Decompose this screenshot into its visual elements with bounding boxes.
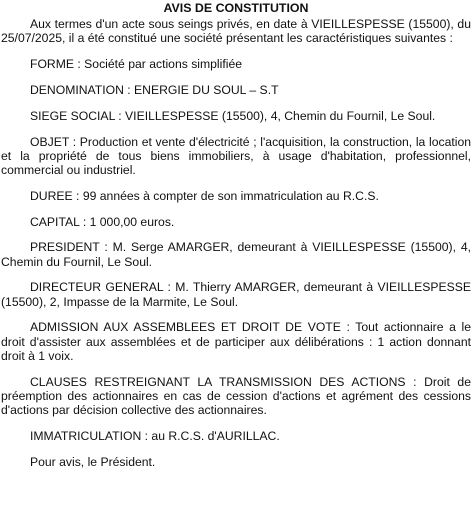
president-paragraph: PRESIDENT : M. Serge AMARGER, demeurant à VIEILLESPESSE (15500), 4, Chemin du Fournil, Le Soul. — [1, 240, 471, 269]
objet-paragraph: OBJET : Production et vente d'électricité ; l'acquisition, la construction, la location et la propriété de tous biens immobiliers, à usage d'habitation, professionnel, commercial ou industriel. — [1, 134, 471, 177]
clauses-paragraph: CLAUSES RESTREIGNANT LA TRANSMISSION DES ACTIONS : Droit de préemption des actionnaires en cas de cession d'actions et agrément des cessions d'actions par décision collective des actionnaires. — [1, 374, 471, 417]
forme-paragraph: FORME : Société par actions simplifiée — [30, 57, 243, 72]
intro-paragraph: Aux termes d'un acte sous seings privés, en date à VIEILLESPESSE (15500), du 25/07/2025, il a été constitué une société présentant les caractéristiques suivantes : — [1, 17, 471, 46]
admission-paragraph: ADMISSION AUX ASSEMBLEES ET DROIT DE VOTE : Tout actionnaire a le droit d'assister aux assemblées et de participer aux délibérations : 1 action donnant droit à 1 voix. — [1, 320, 471, 363]
directeur-general-paragraph: DIRECTEUR GENERAL : M. Thierry AMARGER, demeurant à VIEILLESPESSE (15500), 2, Impasse de la Marmite, Le Soul. — [1, 280, 471, 309]
siege-social-paragraph: SIEGE SOCIAL : VIEILLESPESSE (15500), 4, Chemin du Fournil, Le Soul. — [30, 108, 436, 123]
capital-paragraph: CAPITAL : 1 000,00 euros. — [30, 214, 175, 229]
duree-paragraph: DUREE : 99 années à compter de son immatriculation au R.C.S. — [30, 188, 379, 203]
notice-title: AVIS DE CONSTITUTION — [163, 1, 309, 15]
immatriculation-paragraph: IMMATRICULATION : au R.C.S. d'AURILLAC. — [30, 428, 280, 443]
denomination-paragraph: DENOMINATION : ENERGIE DU SOUL – S.T — [30, 83, 279, 97]
signature-paragraph: Pour avis, le Président. — [30, 454, 156, 469]
